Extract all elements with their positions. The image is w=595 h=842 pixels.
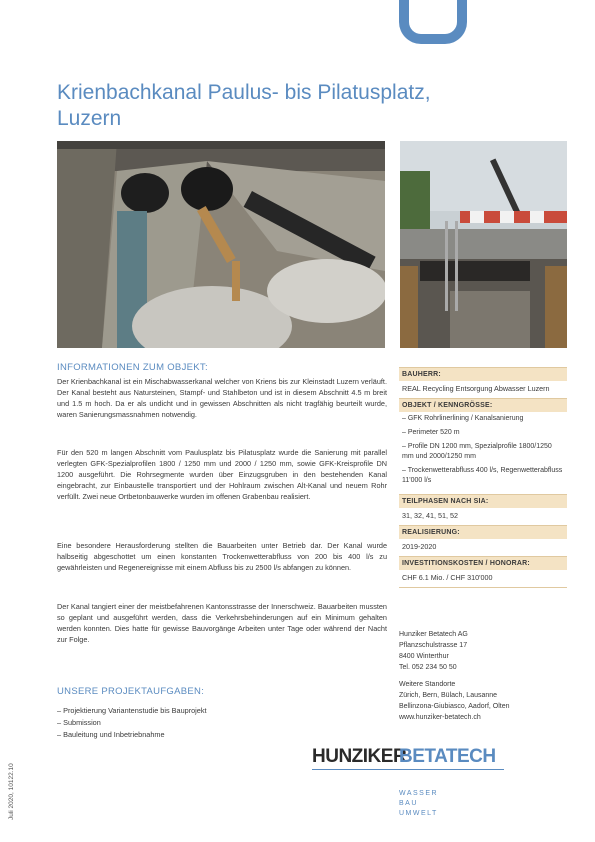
contact-block [399, 629, 569, 723]
document-date-code: Juli 2020, 10122.10 [8, 763, 15, 820]
objekt-heading: OBJEKT / KENNGRÖSSE: [399, 398, 567, 412]
tagline [399, 789, 438, 819]
company-logo [312, 744, 512, 774]
photo-canal-construction [57, 141, 385, 348]
tagline-word: WASSER [399, 790, 439, 797]
objekt-item: – Trockenwetterabfluss 400 l/s, Regenwetterabfluss 11'000 l/s [402, 467, 563, 484]
other-locations-1: Zürich, Bern, Bülach, Lausanne [399, 692, 498, 699]
info-paragraph-2: Für den 520 m langen Abschnitt vom Paulusplatz bis Pilatusplatz wurde die Sanierung mit parallel verlegten GFK-Spezialprofilen 1800 / 1250 mm und 2000 / 1250 mm, sowie GFK-Kreisprofile DN 1200 ausgeführt. Die Rohrsegmente wurden über Einzugsgruben in den bestehenden Kanal eingebracht, zur Einbaustelle transportiert und der Hohlraum zwischen Alt-Kanal und neuem Rohr verfüllt. Zwei neue Ortbetonbauwerke wurden im offenen Grabenbau realisiert. [57, 448, 387, 501]
kosten-value: CHF 6.1 Mio. / CHF 310'000 [399, 570, 567, 588]
logo-underline [312, 769, 504, 770]
objekt-list [399, 412, 567, 494]
company-street: Pflanzschulstrasse 17 [399, 642, 468, 649]
photo-excavation-pit [400, 141, 567, 348]
sia-heading: TEILPHASEN NACH SIA: [399, 494, 567, 508]
logo-part-1: HUNZIKER [312, 746, 407, 767]
bauherr-value: REAL Recycling Entsorgung Abwasser Luzern [402, 384, 550, 393]
tagline-word: UMWELT [399, 810, 438, 817]
company-name: Hunziker Betatech AG [399, 631, 468, 638]
title-line-1: Krienbachkanal Paulus- bis Pilatusplatz, [57, 81, 431, 104]
brand-mark-icon [399, 0, 467, 44]
info-paragraph-1: Der Krienbachkanal ist ein Mischabwasserkanal welcher von Kriens bis zur Kleinstadt Luzern verläuft. Der Kanal besteht aus Natursteinen, Stampf- und Stahlbeton und ist in diesem Abschnitt 4.5 m breit und 1.5 m hoch. Da er als undicht und in gewissen Abschnitten als nicht tragfähig beurteilt wurde, waren Sanierungsmassnahmen notwendig. [57, 377, 387, 419]
objekt-item: – GFK Rohrlinerlining / Kanalsanierung [402, 415, 524, 422]
task-item: – Submission [57, 718, 101, 727]
kosten-heading: INVESTITIONSKOSTEN / HONORAR: [399, 556, 567, 570]
title-line-2: Luzern [57, 107, 122, 130]
task-item: – Bauleitung und Inbetriebnahme [57, 730, 165, 739]
info-paragraph-3: Eine besondere Herausforderung stellten die Bauarbeiten unter Betrieb dar. Der Kanal wurde halbseitig abgeschottet um einen konstanten Trockenwetterabfluss von 200 bis 400 l/s zu gewährleisten und Regenereignisse mit einem Abfluss bis zu 2500 l/s abfangen zu können. [57, 541, 387, 572]
company-city: 8400 Winterthur [399, 653, 449, 660]
other-locations-heading: Weitere Standorte [399, 681, 456, 688]
realisierung-heading: REALISIERUNG: [399, 525, 567, 539]
page-title [57, 80, 477, 132]
logo-part-2: BETATECH [399, 746, 496, 767]
tagline-word: BAU [399, 800, 418, 807]
company-phone: Tel. 052 234 50 50 [399, 664, 457, 671]
task-item: – Projektierung Variantenstudie bis Bauprojekt [57, 706, 207, 715]
objekt-item: – Profile DN 1200 mm, Spezialprofile 1800/1250 mm und 2000/1250 mm [402, 443, 552, 460]
tasks-list [57, 705, 357, 741]
info-paragraph-4: Der Kanal tangiert einer der meistbefahrenen Kantonsstrasse der Innerschweiz. Bauarbeiten mussten so geplant und ausgeführt werden, dass die Verkehrsbehinderungen auf ein Minimum gehalten werden konnten. Dies hatte für gewisse Bauvorgänge Arbeiten unter Tage oder während der Nacht zur Folge. [57, 602, 387, 644]
company-website-link[interactable]: www.hunziker-betatech.ch [399, 714, 481, 721]
objekt-item: – Perimeter 520 m [402, 429, 460, 436]
tasks-heading: UNSERE PROJEKTAUFGABEN: [57, 686, 205, 697]
info-heading: INFORMATIONEN ZUM OBJEKT: [57, 362, 208, 373]
bauherr-heading: BAUHERR: [399, 367, 567, 381]
realisierung-value: 2019-2020 [402, 542, 437, 551]
project-facts-sidebar [399, 367, 567, 588]
other-locations-2: Bellinzona-Giubiasco, Aadorf, Olten [399, 703, 510, 710]
sia-value: 31, 32, 41, 51, 52 [402, 511, 458, 520]
